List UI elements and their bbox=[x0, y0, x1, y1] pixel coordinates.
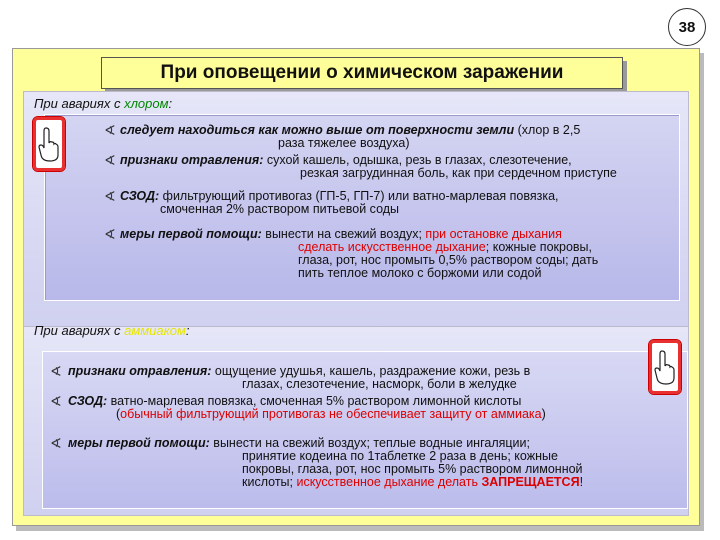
arrow-bullet-icon: ∢ bbox=[50, 393, 62, 409]
chlorine-item-4 bbox=[120, 228, 598, 280]
arrow-bullet-icon: ∢ bbox=[104, 226, 116, 242]
heading-keyword: аммиаком bbox=[124, 323, 186, 338]
item-text: ! bbox=[579, 475, 584, 489]
item-text: фильтрующий противогаз (ГП-5, ГП-7) или ватно-марлевая повязка, bbox=[159, 189, 559, 203]
chlorine-panel bbox=[23, 91, 689, 331]
ammonia-panel bbox=[23, 323, 689, 516]
ammonia-item-2 bbox=[68, 395, 546, 421]
item-text-line2: глазах, слезотечение, насморк, боли в желудке bbox=[242, 377, 517, 391]
item-text-red: при остановке дыхания bbox=[425, 227, 562, 241]
item-text: вынести на свежий воздух; теплые водные ингаляции; bbox=[209, 436, 530, 450]
item-text-line2: резкая загрудинная боль, как при сердечном приступе bbox=[300, 166, 617, 180]
chlorine-item-2 bbox=[120, 154, 617, 180]
chlorine-heading bbox=[34, 96, 172, 111]
raised-finger-hand-icon bbox=[648, 339, 682, 395]
item-bold: СЗОД: bbox=[120, 189, 160, 203]
slide-title: При оповещении о химическом заражении bbox=[101, 57, 623, 89]
heading-keyword: хлором bbox=[124, 96, 169, 111]
item-text-red: обычный фильтрующий противогаз не обеспечивает защиту от аммиака bbox=[120, 407, 542, 421]
arrow-bullet-icon: ∢ bbox=[104, 122, 116, 138]
arrow-bullet-icon: ∢ bbox=[104, 188, 116, 204]
page-number: 38 bbox=[668, 8, 706, 46]
heading-prefix: При авариях с bbox=[34, 96, 125, 111]
item-text-strong: ЗАПРЕЩАЕТСЯ bbox=[481, 475, 580, 489]
item-text: ( bbox=[116, 407, 121, 421]
item-bold: признаки отравления: bbox=[120, 153, 264, 167]
item-text-line2: смоченная 2% раствором питьевой соды bbox=[160, 202, 400, 216]
chlorine-item-3 bbox=[120, 190, 559, 216]
arrow-bullet-icon: ∢ bbox=[50, 435, 62, 451]
item-text-line2: раза тяжелее воздуха) bbox=[278, 136, 410, 150]
heading-prefix: При авариях с bbox=[34, 323, 125, 338]
arrow-bullet-icon: ∢ bbox=[50, 363, 62, 379]
item-text: кислоты; bbox=[242, 475, 297, 489]
item-text: вынести на свежий воздух; bbox=[261, 227, 426, 241]
ammonia-item-3 bbox=[68, 437, 583, 489]
item-text: ) bbox=[541, 407, 546, 421]
slide-frame bbox=[12, 48, 700, 526]
item-bold: следует находиться как можно выше от поверхности земли bbox=[120, 123, 515, 137]
item-text-line3: покровы, глаза, рот, нос промыть 5% раствором лимонной bbox=[242, 462, 583, 476]
item-text: ватно-марлевая повязка, смоченная 5% раствором лимонной кислоты bbox=[107, 394, 522, 408]
item-text-red: сделать искусственное дыхание bbox=[298, 240, 486, 254]
item-text: сухой кашель, одышка, резь в глазах, слезотечение, bbox=[263, 153, 572, 167]
chlorine-item-1 bbox=[120, 124, 580, 150]
item-bold: признаки отравления: bbox=[68, 364, 212, 378]
item-text: ; кожные покровы, bbox=[485, 240, 592, 254]
item-text-line4: пить теплое молоко с боржоми или содой bbox=[298, 266, 542, 280]
item-bold: СЗОД: bbox=[68, 394, 108, 408]
ammonia-item-1 bbox=[68, 365, 530, 391]
item-text-line3: глаза, рот, нос промыть 0,5% раствором соды; дать bbox=[298, 253, 599, 267]
raised-finger-hand-icon bbox=[32, 116, 66, 172]
heading-colon: : bbox=[168, 96, 173, 111]
item-text: (хлор в 2,5 bbox=[514, 123, 581, 137]
ammonia-heading bbox=[34, 323, 190, 338]
item-text-red: искусственное дыхание делать bbox=[296, 475, 482, 489]
item-bold: меры первой помощи: bbox=[68, 436, 210, 450]
item-bold: меры первой помощи: bbox=[120, 227, 262, 241]
heading-colon: : bbox=[185, 323, 190, 338]
arrow-bullet-icon: ∢ bbox=[104, 152, 116, 168]
item-text-line2: принятие кодеина по 1таблетке 2 раза в день; кожные bbox=[242, 449, 558, 463]
item-text: ощущение удушья, кашель, раздражение кожи, резь в bbox=[211, 364, 531, 378]
